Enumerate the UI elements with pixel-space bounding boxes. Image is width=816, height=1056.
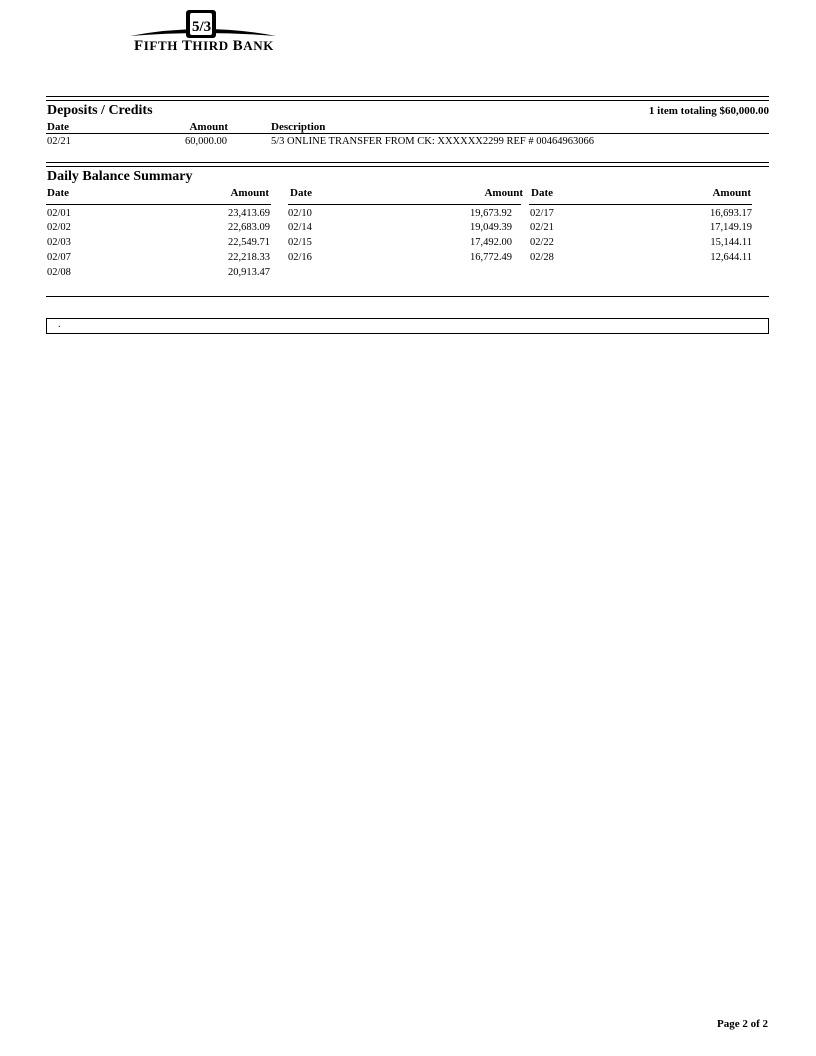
balance-date: 02/28 bbox=[530, 252, 554, 263]
balance-amount: 16,772.49 bbox=[470, 252, 512, 263]
balance-date: 02/21 bbox=[530, 222, 554, 233]
balance-col1-amount-header: Amount bbox=[230, 187, 269, 199]
balance-amount: 19,673.92 bbox=[470, 208, 512, 219]
balance-date: 02/14 bbox=[288, 222, 312, 233]
balance-amount: 23,413.69 bbox=[228, 208, 270, 219]
balance-date: 02/03 bbox=[47, 237, 71, 248]
deposit-amount: 60,000.00 bbox=[185, 136, 227, 147]
balance-col3-date-header: Date bbox=[531, 187, 553, 199]
svg-text:5/3: 5/3 bbox=[192, 19, 212, 35]
balance-date: 02/02 bbox=[47, 222, 71, 233]
balance-col2-amount-header: Amount bbox=[484, 187, 523, 199]
deposits-summary: 1 item totaling $60,000.00 bbox=[648, 105, 769, 117]
balance-col2-underline bbox=[288, 204, 521, 205]
balance-col1-date-header: Date bbox=[47, 187, 69, 199]
daily-balance-title: Daily Balance Summary bbox=[47, 169, 193, 184]
balance-amount: 17,149.19 bbox=[710, 222, 752, 233]
balance-date: 02/10 bbox=[288, 208, 312, 219]
balance-date: 02/07 bbox=[47, 252, 71, 263]
balance-amount: 16,693.17 bbox=[710, 208, 752, 219]
balance-date: 02/22 bbox=[530, 237, 554, 248]
deposits-col-date: Date bbox=[47, 121, 69, 133]
balance-date: 02/08 bbox=[47, 267, 71, 278]
balance-col2-date-header: Date bbox=[290, 187, 312, 199]
section-double-rule-bottom bbox=[46, 100, 769, 101]
deposit-description: 5/3 ONLINE TRANSFER FROM CK: XXXXXX2299 REF # 00464963066 bbox=[271, 136, 594, 147]
balance-amount: 22,218.33 bbox=[228, 252, 270, 263]
balance-date: 02/15 bbox=[288, 237, 312, 248]
balance-col3-amount-header: Amount bbox=[712, 187, 751, 199]
deposits-title: Deposits / Credits bbox=[47, 103, 153, 118]
table-row bbox=[0, 136, 816, 149]
balance-amount: 19,049.39 bbox=[470, 222, 512, 233]
balance-col1-underline bbox=[46, 204, 271, 205]
balance-amount: 20,913.47 bbox=[228, 267, 270, 278]
balance-date: 02/16 bbox=[288, 252, 312, 263]
deposits-header-rule bbox=[46, 133, 769, 134]
balance-amount: 15,144.11 bbox=[710, 237, 752, 248]
balance-amount: 17,492.00 bbox=[470, 237, 512, 248]
notice-box bbox=[46, 318, 769, 334]
section-double-rule-bottom bbox=[46, 166, 769, 167]
bank-name: FIFTH THIRD BANK bbox=[134, 38, 274, 54]
section-end-rule bbox=[46, 296, 769, 297]
page-number: Page 2 of 2 bbox=[716, 1018, 768, 1030]
balance-amount: 12,644.11 bbox=[710, 252, 752, 263]
deposit-date: 02/21 bbox=[47, 136, 71, 147]
balance-amount: 22,549.71 bbox=[228, 237, 270, 248]
balance-date: 02/01 bbox=[47, 208, 71, 219]
balance-date: 02/17 bbox=[530, 208, 554, 219]
section-double-rule-top bbox=[46, 96, 769, 97]
balance-col3-underline bbox=[529, 204, 752, 205]
balance-amount: 22,683.09 bbox=[228, 222, 270, 233]
deposits-col-description: Description bbox=[271, 121, 326, 133]
section-double-rule-top bbox=[46, 162, 769, 163]
deposits-col-amount: Amount bbox=[189, 121, 228, 133]
notice-box-text: . bbox=[58, 319, 61, 330]
